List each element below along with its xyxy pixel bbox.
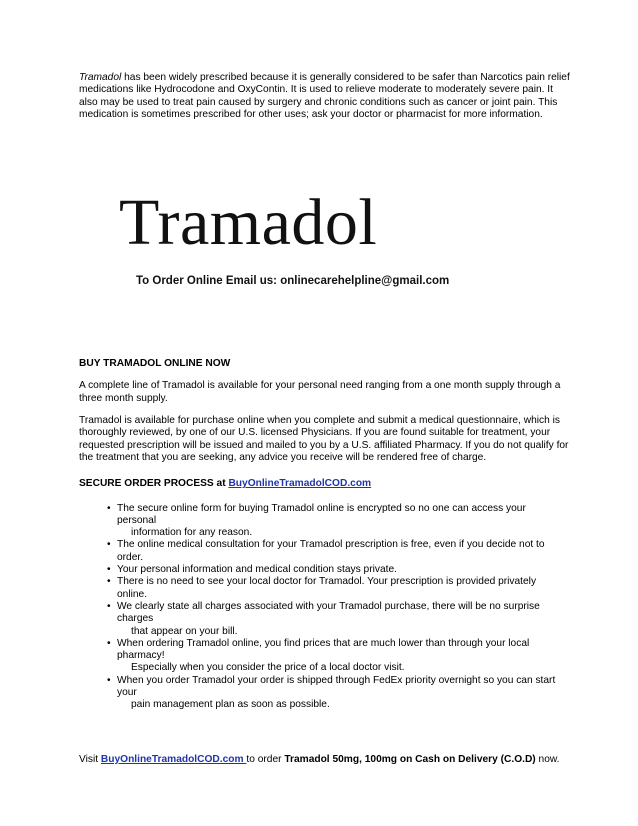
list-item-text: The online medical consultation for your Tramadol prescription is free, even if you decide not to order.	[117, 539, 545, 563]
list-item-text: We clearly state all charges associated with your Tramadol purchase, there will be no surprise charges	[117, 600, 540, 625]
list-item	[107, 638, 567, 675]
secure-heading-link[interactable]: BuyOnlineTramadolCOD.com	[228, 478, 372, 490]
purchase-paragraph: Tramadol is available for purchase online when you complete and submit a medical questionnaire, which is thoroughly reviewed, by one of our U.S. licensed Physicians. If you are found suitable for treatment, your requested prescription will be issued and mailed to you by a U.S. affiliated Pharmacy. If you do not qualify for the treatment that you are seeking, any advice you receive will be rendered free of charge.	[79, 415, 569, 463]
list-item-continuation: Especially when you consider the price of a local doctor visit.	[131, 662, 405, 674]
list-item	[107, 539, 567, 564]
list-item	[107, 675, 567, 712]
visit-prefix: Visit	[79, 753, 101, 765]
intro-text: has been widely prescribed because it is generally considered to be safer than Narcotics pain relief medications like Hydrocodone and OxyContin. It is used to relieve moderate to moderately severe pain. It also may be used to treat pain caused by surgery and chronic conditions such as cancer or joint pain. This medication is sometimes prescribed for other uses; ask your doctor or pharmacist for more information.	[79, 72, 570, 120]
visit-link[interactable]: BuyOnlineTramadolCOD.com	[100, 753, 247, 765]
list-item-text: When ordering Tramadol online, you find prices that are much lower than through your local pharmacy!	[117, 637, 530, 662]
bullet-icon: •	[107, 576, 111, 588]
list-item	[107, 576, 567, 601]
visit-bold-offer: Tramadol 50mg, 100mg on Cash on Delivery (C.O.D)	[284, 753, 536, 765]
intro-paragraph	[79, 72, 571, 121]
secure-heading-prefix: SECURE ORDER PROCESS at	[79, 478, 229, 490]
bullet-icon: •	[107, 539, 111, 551]
supply-paragraph: A complete line of Tramadol is available for your personal need ranging from a one month supply through a three month supply.	[79, 380, 561, 404]
visit-paragraph	[79, 754, 571, 766]
bullet-icon: •	[107, 637, 111, 649]
list-item-text: There is no need to see your local doctor for Tramadol. Your prescription is provided privately online.	[117, 576, 537, 600]
list-item-continuation: pain management plan as soon as possible.	[131, 699, 330, 711]
tramadol-banner-image	[79, 135, 563, 353]
visit-middle: to order	[246, 753, 285, 765]
list-item-text: The secure online form for buying Tramadol online is encrypted so no one can access your personal	[117, 502, 526, 526]
banner-contact: To Order Online Email us: onlinecarehelpline@gmail.com	[136, 275, 450, 288]
list-item-continuation: information for any reason.	[131, 527, 253, 539]
visit-suffix: now.	[535, 753, 560, 765]
list-item-continuation: that appear on your bill.	[131, 625, 238, 637]
secure-process-list	[79, 503, 567, 712]
bullet-icon: •	[107, 674, 111, 686]
list-item	[107, 503, 567, 540]
intro-drug-name: Tramadol	[79, 72, 122, 83]
bullet-icon: •	[107, 502, 111, 514]
list-item	[107, 601, 567, 638]
document-page	[79, 72, 571, 766]
list-item	[107, 564, 567, 576]
banner-title: Tramadol	[119, 186, 378, 260]
bullet-icon: •	[107, 564, 111, 576]
section-heading-secure	[79, 478, 571, 490]
section-heading-buy: BUY TRAMADOL ONLINE NOW	[79, 358, 231, 370]
bullet-icon: •	[107, 600, 111, 612]
list-item-text: When you order Tramadol your order is shipped through FedEx priority overnight so you can start your	[117, 674, 556, 699]
list-item-text: Your personal information and medical condition stays private.	[117, 564, 397, 576]
